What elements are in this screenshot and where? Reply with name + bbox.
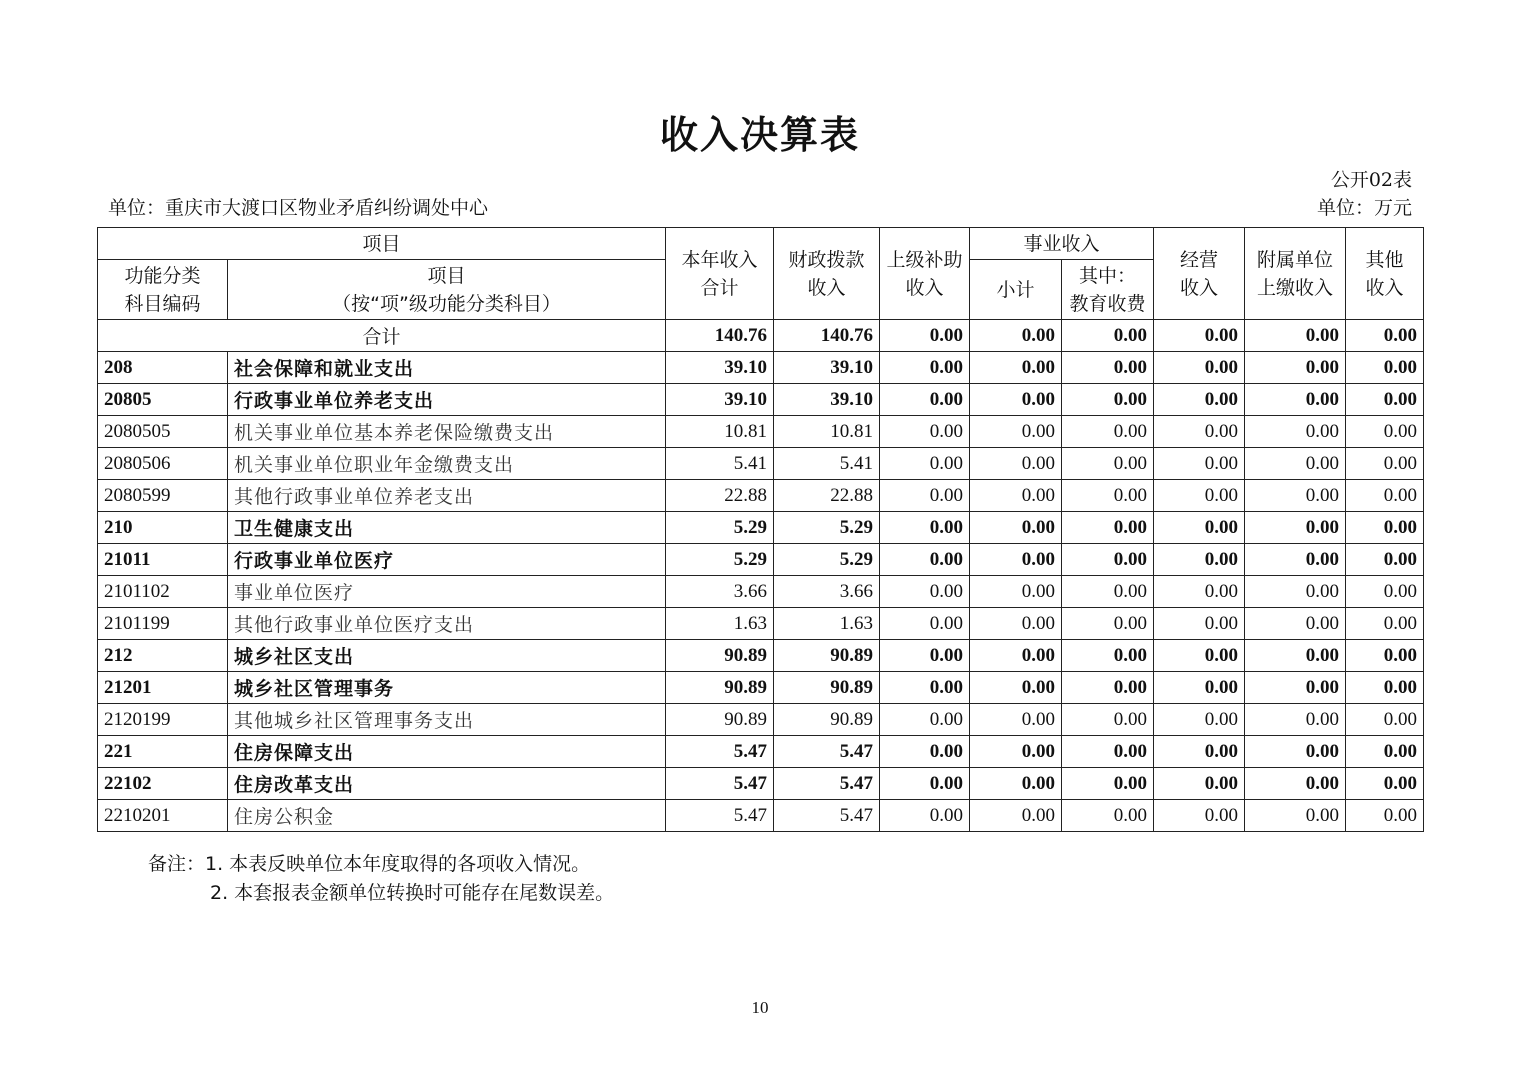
function-code-cell: 2080599 <box>98 480 228 512</box>
amount-cell: 0.00 <box>880 384 970 416</box>
total-cell: 0.00 <box>1062 320 1154 352</box>
amount-cell: 0.00 <box>880 640 970 672</box>
amount-cell: 90.89 <box>774 672 880 704</box>
table-row <box>98 640 1424 672</box>
amount-cell: 5.29 <box>666 544 774 576</box>
amount-cell: 0.00 <box>880 352 970 384</box>
function-code-cell: 21011 <box>98 544 228 576</box>
amount-cell: 0.00 <box>1346 480 1424 512</box>
amount-cell: 0.00 <box>1245 448 1346 480</box>
amount-cell: 5.47 <box>666 800 774 832</box>
header-superior-subsidy: 上级补助 收入 <box>880 228 970 320</box>
amount-cell: 0.00 <box>1346 768 1424 800</box>
amount-cell: 0.00 <box>1062 448 1154 480</box>
total-cell: 0.00 <box>1154 320 1245 352</box>
project-name-cell: 社会保障和就业支出 <box>228 352 666 384</box>
amount-cell: 0.00 <box>1346 800 1424 832</box>
amount-cell: 0.00 <box>1154 768 1245 800</box>
header-other-income: 其他 收入 <box>1346 228 1424 320</box>
amount-cell: 0.00 <box>1346 416 1424 448</box>
function-code-cell: 2080505 <box>98 416 228 448</box>
amount-cell: 0.00 <box>1154 448 1245 480</box>
project-name-cell: 城乡社区管理事务 <box>228 672 666 704</box>
amount-cell: 0.00 <box>1154 640 1245 672</box>
header-project-group: 项目 <box>98 228 666 260</box>
amount-cell: 0.00 <box>1154 416 1245 448</box>
amount-cell: 0.00 <box>970 736 1062 768</box>
amount-cell: 0.00 <box>1062 512 1154 544</box>
table-row <box>98 608 1424 640</box>
amount-cell: 0.00 <box>1154 704 1245 736</box>
amount-cell: 0.00 <box>1062 608 1154 640</box>
amount-cell: 0.00 <box>1245 576 1346 608</box>
function-code-cell: 2080506 <box>98 448 228 480</box>
total-label: 合计 <box>98 320 666 352</box>
table-row <box>98 704 1424 736</box>
table-row <box>98 512 1424 544</box>
project-name-cell: 住房改革支出 <box>228 768 666 800</box>
amount-cell: 0.00 <box>880 448 970 480</box>
amount-cell: 0.00 <box>970 448 1062 480</box>
amount-cell: 1.63 <box>774 608 880 640</box>
amount-cell: 0.00 <box>1245 416 1346 448</box>
project-name-cell: 机关事业单位基本养老保险缴费支出 <box>228 416 666 448</box>
amount-cell: 5.41 <box>666 448 774 480</box>
amount-cell: 39.10 <box>774 384 880 416</box>
amount-cell: 0.00 <box>1062 576 1154 608</box>
amount-cell: 0.00 <box>1154 512 1245 544</box>
amount-cell: 0.00 <box>970 576 1062 608</box>
amount-cell: 90.89 <box>774 704 880 736</box>
amount-cell: 0.00 <box>1062 704 1154 736</box>
amount-cell: 0.00 <box>880 608 970 640</box>
project-name-cell: 住房公积金 <box>228 800 666 832</box>
amount-cell: 0.00 <box>1245 704 1346 736</box>
amount-cell: 5.47 <box>774 800 880 832</box>
total-cell: 0.00 <box>880 320 970 352</box>
total-cell: 0.00 <box>1346 320 1424 352</box>
header-affiliated-income: 附属单位 上缴收入 <box>1245 228 1346 320</box>
amount-cell: 0.00 <box>880 512 970 544</box>
amount-cell: 0.00 <box>880 800 970 832</box>
amount-cell: 39.10 <box>774 352 880 384</box>
form-number: 公开02表 <box>1330 169 1412 191</box>
amount-cell: 0.00 <box>1154 608 1245 640</box>
amount-cell: 0.00 <box>970 800 1062 832</box>
amount-cell: 0.00 <box>1245 672 1346 704</box>
amount-cell: 22.88 <box>774 480 880 512</box>
amount-cell: 5.47 <box>774 768 880 800</box>
amount-cell: 0.00 <box>970 672 1062 704</box>
amount-cell: 0.00 <box>970 512 1062 544</box>
function-code-cell: 2101199 <box>98 608 228 640</box>
table-row <box>98 576 1424 608</box>
income-final-accounts-table <box>97 227 1424 832</box>
amount-cell: 0.00 <box>1245 800 1346 832</box>
note-line-1: 备注：1. 本表反映单位本年度取得的各项收入情况。 <box>148 853 591 875</box>
amount-cell: 0.00 <box>1062 544 1154 576</box>
header-subtotal: 小计 <box>970 260 1062 320</box>
header-function-code: 功能分类 科目编码 <box>98 260 228 320</box>
amount-cell: 0.00 <box>1346 704 1424 736</box>
project-name-cell: 行政事业单位医疗 <box>228 544 666 576</box>
amount-cell: 10.81 <box>774 416 880 448</box>
project-name-cell: 其他城乡社区管理事务支出 <box>228 704 666 736</box>
project-name-cell: 其他行政事业单位医疗支出 <box>228 608 666 640</box>
amount-cell: 0.00 <box>1062 736 1154 768</box>
amount-cell: 0.00 <box>1062 640 1154 672</box>
amount-cell: 0.00 <box>1154 672 1245 704</box>
note-line-2: 2. 本套报表金额单位转换时可能存在尾数误差。 <box>210 882 615 904</box>
amount-cell: 0.00 <box>1245 768 1346 800</box>
amount-cell: 0.00 <box>1154 480 1245 512</box>
amount-cell: 0.00 <box>880 480 970 512</box>
amount-cell: 0.00 <box>1346 640 1424 672</box>
table-row <box>98 352 1424 384</box>
function-code-cell: 21201 <box>98 672 228 704</box>
project-name-cell: 机关事业单位职业年金缴费支出 <box>228 448 666 480</box>
header-education-fees: 其中： 教育收费 <box>1062 260 1154 320</box>
amount-cell: 0.00 <box>1346 384 1424 416</box>
amount-cell: 0.00 <box>1245 512 1346 544</box>
function-code-cell: 2120199 <box>98 704 228 736</box>
total-row <box>98 320 1424 352</box>
table-row <box>98 736 1424 768</box>
table-row <box>98 384 1424 416</box>
amount-cell: 0.00 <box>1245 480 1346 512</box>
function-code-cell: 208 <box>98 352 228 384</box>
amount-cell: 90.89 <box>666 672 774 704</box>
project-name-cell: 事业单位医疗 <box>228 576 666 608</box>
project-name-cell: 其他行政事业单位养老支出 <box>228 480 666 512</box>
function-code-cell: 221 <box>98 736 228 768</box>
amount-cell: 5.29 <box>774 544 880 576</box>
amount-cell: 0.00 <box>970 768 1062 800</box>
amount-cell: 0.00 <box>1346 448 1424 480</box>
amount-cell: 5.47 <box>666 768 774 800</box>
table-row <box>98 416 1424 448</box>
amount-cell: 0.00 <box>1245 384 1346 416</box>
function-code-cell: 2101102 <box>98 576 228 608</box>
function-code-cell: 2210201 <box>98 800 228 832</box>
amount-cell: 0.00 <box>880 736 970 768</box>
amount-cell: 0.00 <box>1154 576 1245 608</box>
amount-cell: 0.00 <box>970 544 1062 576</box>
table-row <box>98 672 1424 704</box>
currency-unit: 单位：万元 <box>1316 197 1412 219</box>
total-cell: 140.76 <box>774 320 880 352</box>
amount-cell: 0.00 <box>970 352 1062 384</box>
amount-cell: 5.47 <box>774 736 880 768</box>
reporting-unit: 单位：重庆市大渡口区物业矛盾纠纷调处中心 <box>108 197 489 219</box>
amount-cell: 0.00 <box>1062 672 1154 704</box>
amount-cell: 0.00 <box>1245 608 1346 640</box>
amount-cell: 0.00 <box>970 416 1062 448</box>
amount-cell: 3.66 <box>666 576 774 608</box>
project-name-cell: 城乡社区支出 <box>228 640 666 672</box>
header-operating-income: 经营 收入 <box>1154 228 1245 320</box>
amount-cell: 0.00 <box>970 704 1062 736</box>
project-name-cell: 住房保障支出 <box>228 736 666 768</box>
amount-cell: 0.00 <box>1245 640 1346 672</box>
function-code-cell: 22102 <box>98 768 228 800</box>
function-code-cell: 20805 <box>98 384 228 416</box>
amount-cell: 39.10 <box>666 384 774 416</box>
header-business-income-group: 事业收入 <box>970 228 1154 260</box>
amount-cell: 0.00 <box>970 608 1062 640</box>
amount-cell: 39.10 <box>666 352 774 384</box>
amount-cell: 5.29 <box>666 512 774 544</box>
table-row <box>98 800 1424 832</box>
amount-cell: 0.00 <box>880 768 970 800</box>
amount-cell: 0.00 <box>970 640 1062 672</box>
amount-cell: 0.00 <box>1346 512 1424 544</box>
amount-cell: 0.00 <box>1346 544 1424 576</box>
amount-cell: 0.00 <box>970 384 1062 416</box>
amount-cell: 0.00 <box>1154 352 1245 384</box>
amount-cell: 5.29 <box>774 512 880 544</box>
page-number: 10 <box>751 998 769 1017</box>
total-cell: 140.76 <box>666 320 774 352</box>
amount-cell: 0.00 <box>880 576 970 608</box>
amount-cell: 0.00 <box>1245 544 1346 576</box>
amount-cell: 1.63 <box>666 608 774 640</box>
amount-cell: 0.00 <box>1346 608 1424 640</box>
amount-cell: 0.00 <box>1245 736 1346 768</box>
amount-cell: 5.47 <box>666 736 774 768</box>
amount-cell: 5.41 <box>774 448 880 480</box>
amount-cell: 0.00 <box>880 704 970 736</box>
amount-cell: 0.00 <box>1346 352 1424 384</box>
page-title: 收入决算表 <box>659 113 860 157</box>
amount-cell: 0.00 <box>880 544 970 576</box>
header-project-detail: 项目 （按“项”级功能分类科目） <box>228 260 666 320</box>
amount-cell: 0.00 <box>1154 736 1245 768</box>
project-name-cell: 行政事业单位养老支出 <box>228 384 666 416</box>
total-cell: 0.00 <box>970 320 1062 352</box>
total-cell: 0.00 <box>1245 320 1346 352</box>
amount-cell: 22.88 <box>666 480 774 512</box>
notes <box>148 850 614 908</box>
amount-cell: 0.00 <box>970 480 1062 512</box>
table-body <box>98 320 1424 832</box>
amount-cell: 10.81 <box>666 416 774 448</box>
amount-cell: 0.00 <box>1062 800 1154 832</box>
amount-cell: 0.00 <box>1062 384 1154 416</box>
function-code-cell: 210 <box>98 512 228 544</box>
amount-cell: 0.00 <box>1346 672 1424 704</box>
amount-cell: 90.89 <box>666 640 774 672</box>
amount-cell: 0.00 <box>1062 480 1154 512</box>
table-row <box>98 448 1424 480</box>
header-total-income: 本年收入 合计 <box>666 228 774 320</box>
amount-cell: 0.00 <box>1062 416 1154 448</box>
amount-cell: 3.66 <box>774 576 880 608</box>
table-row <box>98 768 1424 800</box>
amount-cell: 0.00 <box>1062 768 1154 800</box>
amount-cell: 0.00 <box>880 672 970 704</box>
amount-cell: 90.89 <box>774 640 880 672</box>
amount-cell: 0.00 <box>1245 352 1346 384</box>
table-row <box>98 544 1424 576</box>
amount-cell: 0.00 <box>1062 352 1154 384</box>
amount-cell: 0.00 <box>1154 800 1245 832</box>
amount-cell: 90.89 <box>666 704 774 736</box>
table-row <box>98 480 1424 512</box>
amount-cell: 0.00 <box>1346 576 1424 608</box>
header-fiscal-appropriation: 财政拨款 收入 <box>774 228 880 320</box>
amount-cell: 0.00 <box>1154 384 1245 416</box>
function-code-cell: 212 <box>98 640 228 672</box>
amount-cell: 0.00 <box>880 416 970 448</box>
amount-cell: 0.00 <box>1154 544 1245 576</box>
amount-cell: 0.00 <box>1346 736 1424 768</box>
project-name-cell: 卫生健康支出 <box>228 512 666 544</box>
